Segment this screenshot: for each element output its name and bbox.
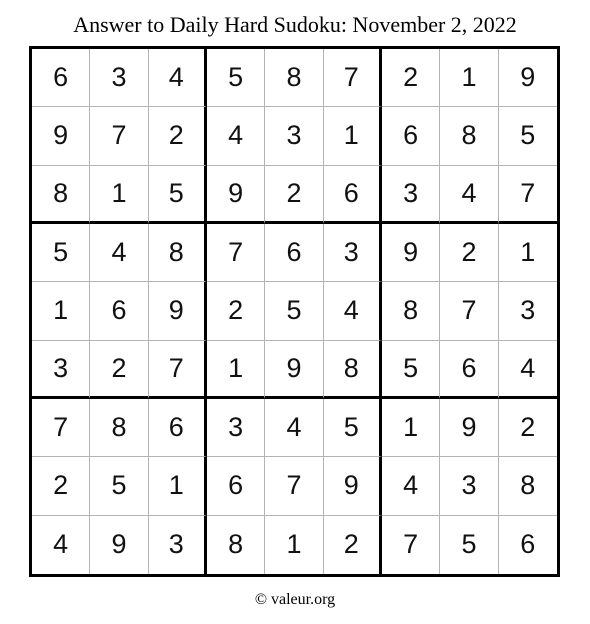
sudoku-cell: 5 bbox=[90, 457, 148, 515]
sudoku-cell: 7 bbox=[382, 516, 440, 574]
sudoku-cell: 9 bbox=[149, 282, 207, 340]
sudoku-cell: 6 bbox=[32, 49, 90, 107]
sudoku-cell: 6 bbox=[440, 341, 498, 399]
sudoku-cell: 9 bbox=[207, 166, 265, 224]
copyright-footer: © valeur.org bbox=[254, 591, 336, 608]
sudoku-cell: 2 bbox=[440, 224, 498, 282]
sudoku-cell: 3 bbox=[324, 224, 382, 282]
sudoku-cell: 6 bbox=[207, 457, 265, 515]
sudoku-cell: 5 bbox=[440, 516, 498, 574]
sudoku-cell: 8 bbox=[149, 224, 207, 282]
sudoku-cell: 6 bbox=[520, 529, 536, 560]
sudoku-cell: 1 bbox=[440, 49, 498, 107]
sudoku-cell: 9 bbox=[382, 224, 440, 282]
sudoku-cell: 9 bbox=[265, 341, 323, 399]
sudoku-cell: 5 bbox=[265, 282, 323, 340]
sudoku-cell: 6 bbox=[149, 399, 207, 457]
sudoku-cell: 9 bbox=[499, 49, 557, 107]
sudoku-cell: 3 bbox=[149, 516, 207, 574]
sudoku-cell: 8 bbox=[499, 457, 557, 515]
sudoku-cell: 4 bbox=[324, 282, 382, 340]
sudoku-cell: 7 bbox=[90, 107, 148, 165]
sudoku-cell: 1 bbox=[265, 516, 323, 574]
sudoku-cell: 5 bbox=[149, 166, 207, 224]
sudoku-cell: 7 bbox=[440, 282, 498, 340]
sudoku-cell: 5 bbox=[499, 107, 557, 165]
sudoku-cell: 2 bbox=[32, 457, 90, 515]
sudoku-cell: 9 bbox=[32, 107, 90, 165]
sudoku-cell: 6 bbox=[90, 282, 148, 340]
sudoku-cell: 9 bbox=[440, 399, 498, 457]
sudoku-cell: 4 bbox=[499, 341, 557, 399]
sudoku-cell: 5 bbox=[324, 399, 382, 457]
sudoku-cell: 2 bbox=[149, 107, 207, 165]
sudoku-cell: 5 bbox=[382, 341, 440, 399]
sudoku-cell: 2 bbox=[207, 282, 265, 340]
sudoku-cell: 3 bbox=[440, 457, 498, 515]
sudoku-cell: 1 bbox=[149, 457, 207, 515]
sudoku-cell: 3 bbox=[90, 49, 148, 107]
sudoku-cell: 3 bbox=[382, 166, 440, 224]
sudoku-cell: 6 bbox=[382, 107, 440, 165]
sudoku-cell: 2 bbox=[90, 341, 148, 399]
sudoku-cell: 4 bbox=[149, 49, 207, 107]
sudoku-grid bbox=[29, 46, 560, 577]
sudoku-cell: 8 bbox=[324, 341, 382, 399]
page-title: Answer to Daily Hard Sudoku: November 2, 2022 bbox=[73, 12, 517, 37]
sudoku-cell: 4 bbox=[382, 457, 440, 515]
sudoku-cell: 4 bbox=[207, 107, 265, 165]
sudoku-cell: 1 bbox=[382, 399, 440, 457]
sudoku-cell: 4 bbox=[440, 166, 498, 224]
sudoku-cell: 2 bbox=[265, 166, 323, 224]
sudoku-cell: 3 bbox=[32, 341, 90, 399]
sudoku-cell: 3 bbox=[265, 107, 323, 165]
sudoku-cell: 9 bbox=[90, 516, 148, 574]
sudoku-cell: 1 bbox=[90, 166, 148, 224]
sudoku-cell: 7 bbox=[32, 399, 90, 457]
sudoku-cell: 9 bbox=[324, 457, 382, 515]
sudoku-cell: 5 bbox=[207, 49, 265, 107]
sudoku-cell: 1 bbox=[324, 107, 382, 165]
sudoku-cell: 8 bbox=[207, 516, 265, 574]
sudoku-cell: 8 bbox=[265, 49, 323, 107]
sudoku-cell: 3 bbox=[499, 282, 557, 340]
sudoku-cell: 8 bbox=[382, 282, 440, 340]
sudoku-cell: 7 bbox=[207, 224, 265, 282]
sudoku-cell: 3 bbox=[207, 399, 265, 457]
sudoku-cell: 4 bbox=[90, 224, 148, 282]
sudoku-cell: 2 bbox=[499, 399, 557, 457]
sudoku-cell: 2 bbox=[324, 516, 382, 574]
sudoku-cell: 1 bbox=[32, 282, 90, 340]
sudoku-cell: 6 bbox=[324, 166, 382, 224]
sudoku-cell: 8 bbox=[32, 166, 90, 224]
sudoku-cell: 1 bbox=[499, 224, 557, 282]
sudoku-cell: 4 bbox=[32, 516, 90, 574]
sudoku-cell: 7 bbox=[324, 49, 382, 107]
sudoku-cell: 2 bbox=[382, 49, 440, 107]
sudoku-cell: 8 bbox=[90, 399, 148, 457]
sudoku-cell: 7 bbox=[149, 341, 207, 399]
sudoku-cell: 5 bbox=[32, 224, 90, 282]
sudoku-cell: 6 bbox=[265, 224, 323, 282]
sudoku-cell: 7 bbox=[499, 166, 557, 224]
sudoku-cell: 4 bbox=[265, 399, 323, 457]
sudoku-cell: 8 bbox=[440, 107, 498, 165]
sudoku-cell: 1 bbox=[207, 341, 265, 399]
sudoku-cell: 7 bbox=[265, 457, 323, 515]
